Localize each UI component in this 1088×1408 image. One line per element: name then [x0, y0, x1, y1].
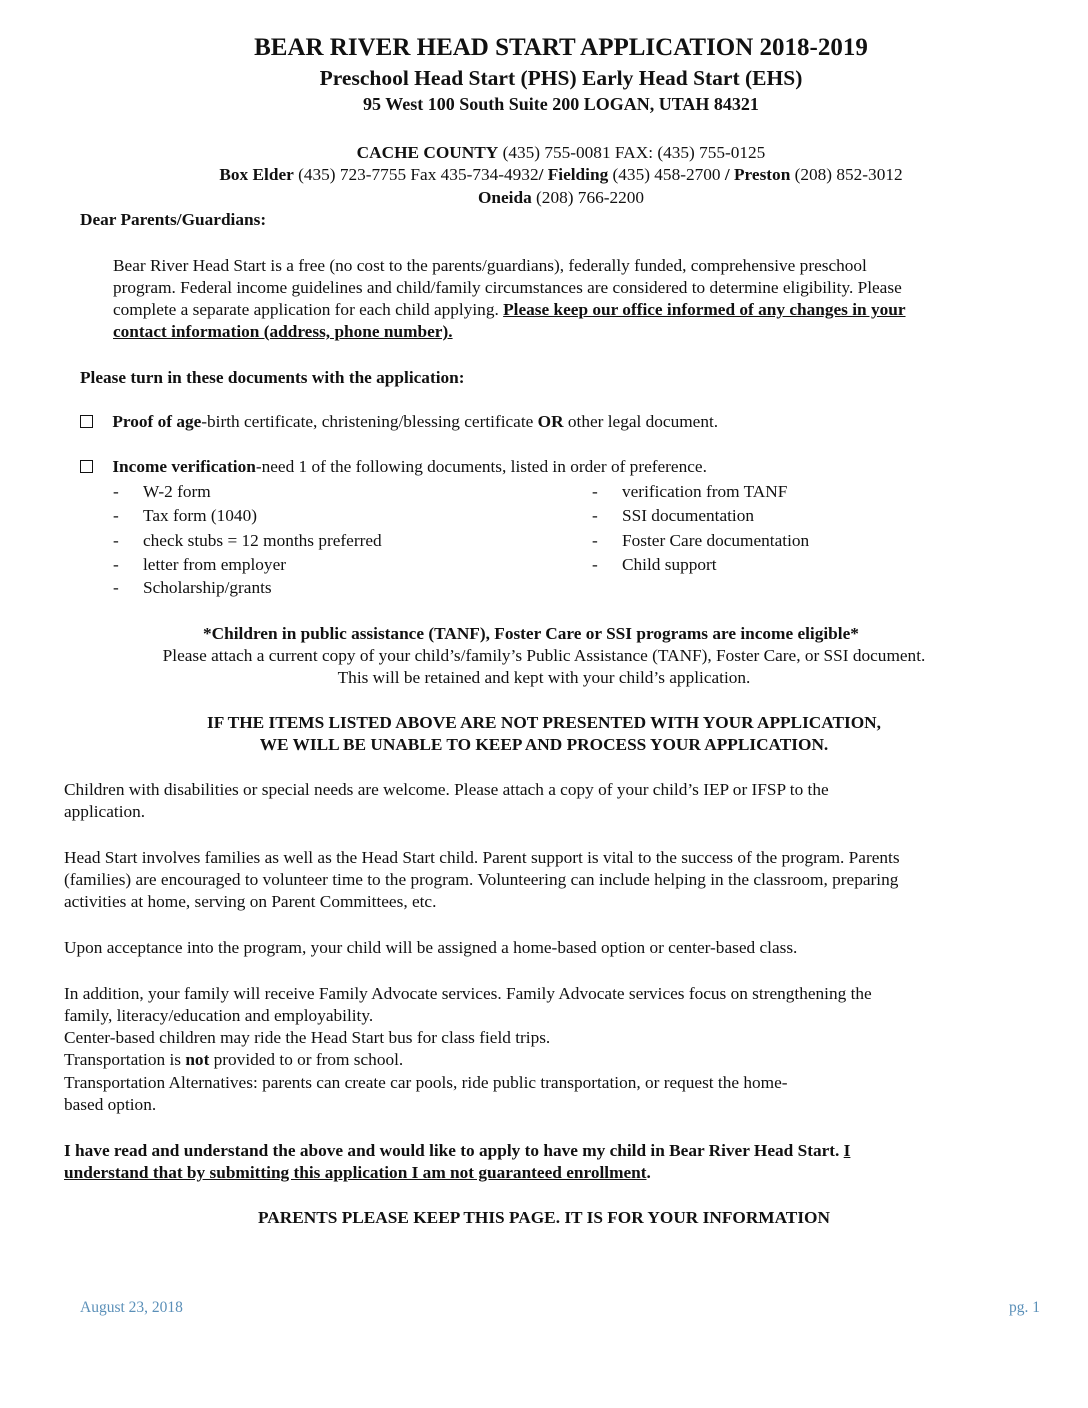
intro-line-1: Bear River Head Start is a free (no cost to the parents/guardians), federally funded, comprehensive preschool	[113, 256, 867, 275]
office-address: 95 West 100 South Suite 200 LOGAN, UTAH 84321	[363, 94, 759, 114]
list-item: - SSI documentation	[592, 506, 754, 525]
acceptance-line: Upon acceptance into the program, your child will be assigned a home-based option or center-based class.	[64, 938, 798, 957]
agreement-line-1: I have read and understand the above and would like to apply to have my child in Bear River Head Start. I	[64, 1141, 851, 1160]
list-item: - check stubs = 12 months preferred	[113, 531, 382, 550]
checkbox-icon	[80, 460, 93, 473]
document-subtitle: Preschool Head Start (PHS) Early Head Start (EHS)	[319, 66, 803, 90]
families-line-3: activities at home, serving on Parent Committees, etc.	[64, 892, 437, 911]
intro-line-4: contact information (address, phone number).	[113, 322, 453, 341]
salutation: Dear Parents/Guardians:	[80, 210, 267, 229]
cache-phone: (435) 755-0081 FAX: (435) 755-0125	[498, 143, 766, 162]
advocate-line-1: In addition, your family will receive Family Advocate services. Family Advocate services focus on strengthening the	[64, 984, 872, 1003]
fielding-phone: (435) 458-2700	[608, 165, 725, 184]
list-item: - Scholarship/grants	[113, 578, 272, 597]
contact-branches	[0, 164, 1088, 187]
alternatives-line-2: based option.	[64, 1095, 157, 1114]
documents-heading: Please turn in these documents with the application:	[80, 368, 465, 387]
disabilities-line-1: Children with disabilities or special needs are welcome. Please attach a copy of your child’s IEP or IFSP to the	[64, 780, 829, 799]
oneida-phone: (208) 766-2200	[531, 188, 645, 207]
intro-line-2: program. Federal income guidelines and child/family circumstances are considered to determine eligibility. Please	[113, 278, 902, 297]
warning-line-2: WE WILL BE UNABLE TO KEEP AND PROCESS YOUR APPLICATION.	[259, 735, 829, 754]
list-item: - W-2 form	[113, 482, 211, 501]
bus-line: Center-based children may ride the Head Start bus for class field trips.	[64, 1028, 551, 1047]
contact-oneida	[0, 187, 1088, 210]
families-line-1: Head Start involves families as well as the Head Start child. Parent support is vital to the success of the program. Parents	[64, 848, 900, 867]
alternatives-line-1: Transportation Alternatives: parents can create car pools, ride public transportation, or request the home-	[64, 1073, 788, 1092]
eligibility-note: *Children in public assistance (TANF), Foster Care or SSI programs are income eligible*	[203, 624, 859, 643]
box-elder-phone: (435) 723-7755 Fax 435-734-4932	[293, 165, 539, 184]
document-title: BEAR RIVER HEAD START APPLICATION 2018-2019	[254, 34, 868, 61]
list-item: - verification from TANF	[592, 482, 788, 501]
preston-phone: (208) 852-3012	[790, 165, 903, 184]
cache-label: CACHE COUNTY	[356, 143, 499, 162]
agreement-line-2: understand that by submitting this application I am not guaranteed enrollment.	[64, 1163, 651, 1182]
transportation-line: Transportation is not provided to or from school.	[64, 1050, 404, 1069]
keep-informed-notice: Please keep our office informed of any changes in your	[503, 300, 906, 319]
checkbox-icon	[80, 415, 93, 428]
contact-cache	[0, 142, 1088, 165]
income-verification-item: Income verification-need 1 of the following documents, listed in order of preference.	[80, 456, 707, 479]
proof-of-age-item: Proof of age-birth certificate, christening/blessing certificate OR other legal document.	[80, 411, 718, 434]
families-line-2: (families) are encouraged to volunteer time to the program. Volunteering can include helping in the classroom, preparing	[64, 870, 899, 889]
eligibility-attach-line: Please attach a current copy of your child’s/family’s Public Assistance (TANF), Foster Care, or SSI document.	[162, 646, 926, 665]
slash-separator: /	[538, 165, 548, 184]
slash-separator: /	[724, 165, 734, 184]
intro-line-3: complete a separate application for each child applying. Please keep our office informed of any changes in your	[113, 300, 906, 319]
eligibility-retain-line: This will be retained and kept with your child’s application.	[337, 668, 751, 687]
oneida-label: Oneida	[477, 188, 532, 207]
warning-line-1: IF THE ITEMS LISTED ABOVE ARE NOT PRESENTED WITH YOUR APPLICATION,	[207, 713, 881, 732]
preston-label: Preston	[733, 165, 791, 184]
list-item: - Tax form (1040)	[113, 506, 257, 525]
disabilities-line-2: application.	[64, 802, 146, 821]
footer-page-number: pg. 1	[1009, 1299, 1040, 1316]
footer-date: August 23, 2018	[80, 1299, 183, 1316]
list-item: - letter from employer	[113, 555, 286, 574]
list-item: - Foster Care documentation	[592, 531, 810, 550]
box-elder-label: Box Elder	[219, 165, 294, 184]
list-item: - Child support	[592, 555, 717, 574]
keep-page-notice: PARENTS PLEASE KEEP THIS PAGE. IT IS FOR YOUR INFORMATION	[258, 1208, 830, 1227]
advocate-line-2: family, literacy/education and employability.	[64, 1006, 374, 1025]
fielding-label: Fielding	[547, 165, 609, 184]
